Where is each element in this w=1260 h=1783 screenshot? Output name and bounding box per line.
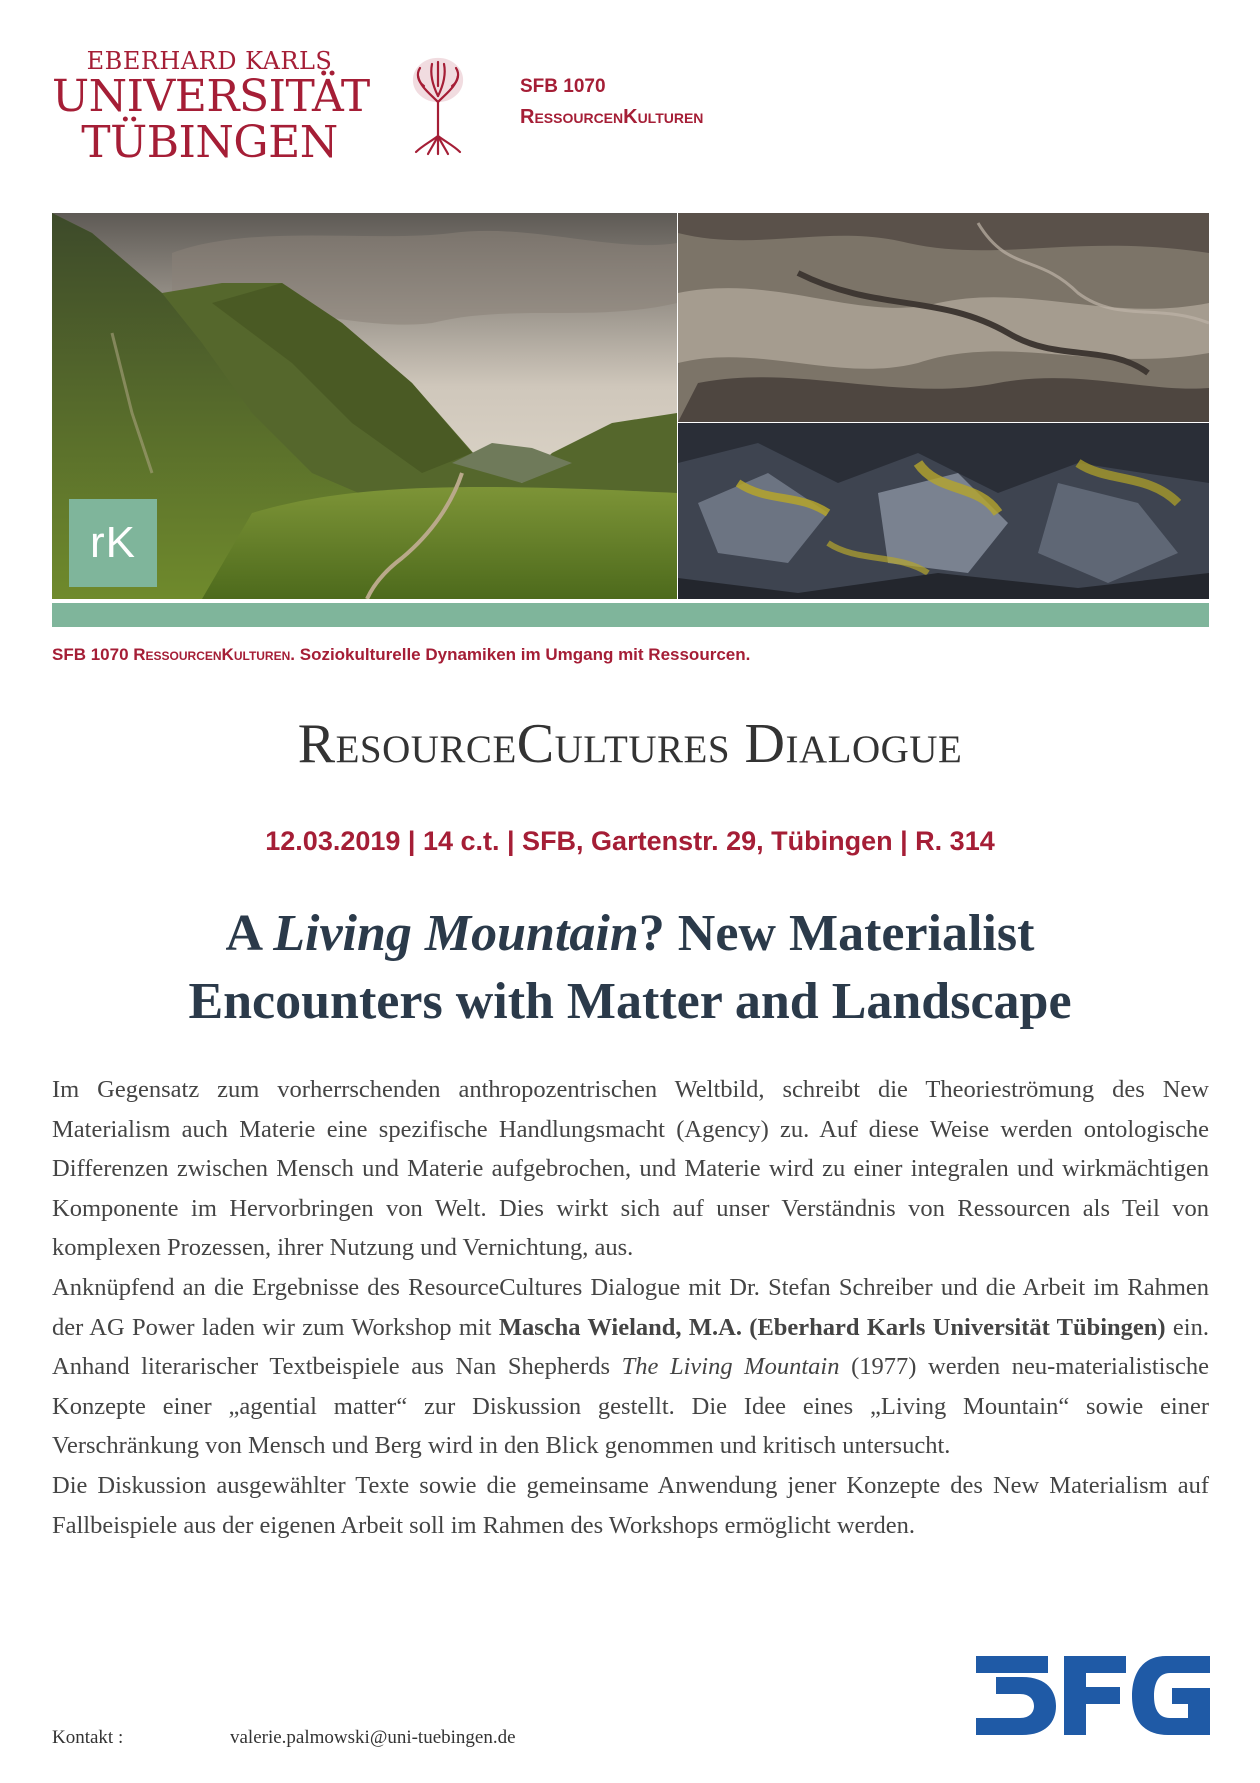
rock-texture-photo-top [678,213,1209,422]
tagline-name: RessourcenKulturen [133,645,291,664]
rk-badge-logo: rK [69,499,157,587]
event-date-location: 12.03.2019 | 14 c.t. | SFB, Gartenstr. 29, Tübingen | R. 314 [265,826,995,856]
university-logo-line1: EBERHARD KARLS [86,47,333,75]
p2-text-c: (1977) werden neu-materialistische Konzepte einer „agential matter“ zur Diskussion gestellt. Die Idee eines „Living Mountain“ sowie einer Verschränkung von Mensch und Berg wird in den Blick genommen und kritisch untersucht. [52,1353,1210,1460]
sfb-header-name: RessourcenKulturen [520,106,704,128]
contact-email-link[interactable]: valerie.palmowski@uni-tuebingen.de [230,1727,516,1748]
event-title-line1 [0,900,1260,968]
tagline-suffix: . Soziokulturelle Dynamiken im Umgang mit Ressourcen. [290,645,751,664]
event-title [0,900,1260,1036]
rock-texture-photo-bottom [678,423,1209,599]
event-description [52,1070,1209,1545]
description-paragraph-3: Die Diskussion ausgewählter Texte sowie die gemeinsame Anwendung jener Konzepte des New Materialism auf Fallbeispiele aus der eigenen Arbeit soll im Rahmen des Workshops ermöglicht werden. [52,1471,1209,1539]
description-paragraph-1: Im Gegensatz zum vorherrschenden anthropozentrischen Weltbild, schreibt die Theorieströmung des New Materialism auch Materie eine spezifische Handlungsmacht (Agency) zu. Auf diese Weise werden ontologische Differenzen zwischen Mensch und Materie aufgebrochen, und Materie wird zu einer integralen und wirkmächtigen Komponente im Hervorbringen von Welt. Dies wirkt sich auf unser Verständnis von Ressourcen als Teil von komplexen Prozessen, ihrer Nutzung und Vernichtung, aus. [52,1076,1209,1262]
p2-text-b: ein. Anhand literarischer Textbeispiele aus Nan Shepherds [52,1313,1209,1381]
description-paragraph-2 [52,1268,1209,1466]
university-logo-line3: TÜBINGEN [81,117,338,168]
event-title-line2: Encounters with Matter and Landscape [188,973,1072,1030]
event-title-post: ? New Materialist [638,905,1035,962]
green-divider-bar [52,603,1209,627]
book-title: The Living Mountain [621,1353,840,1381]
sfb-header-number: SFB 1070 [520,76,606,97]
university-logo-line2: UNIVERSITÄT [52,71,370,122]
dfg-logo-icon [976,1656,1210,1735]
tagline-prefix: SFB 1070 [52,645,134,664]
sfb-tagline [52,645,750,665]
event-title-pre: A [225,905,274,962]
p2-text-a: Anknüpfend an die Ergebnisse des ResourceCultures Dialogue mit Dr. Stefan Schreiber und die Arbeit im Rahmen der AG Power laden wir zum Workshop mit [52,1273,1209,1341]
speaker-name: Mascha Wieland, M.A. (Eberhard Karls Universität Tübingen) [498,1313,1166,1341]
contact-label: Kontakt : [52,1727,124,1748]
tree-logo-icon [410,56,466,156]
sfb-header [520,72,703,132]
event-title-italic: Living Mountain [273,905,639,962]
university-logo [52,47,370,168]
series-title: ResourceCultures Dialogue [297,713,963,775]
